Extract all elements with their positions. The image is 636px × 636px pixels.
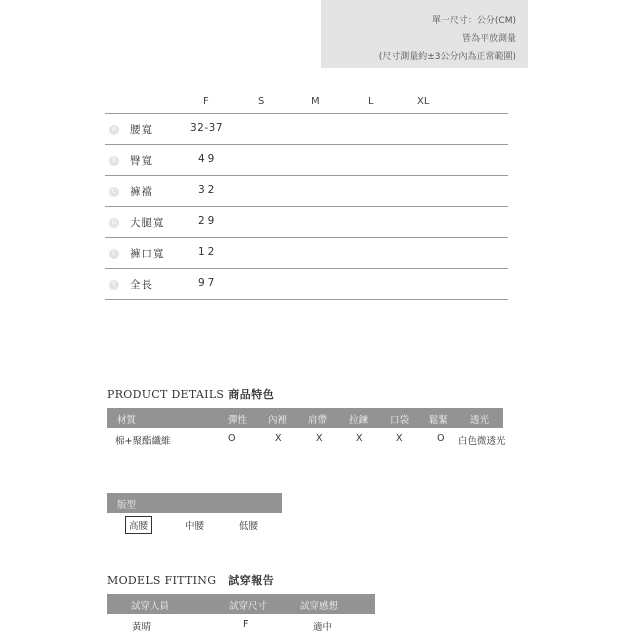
- size-row-value: 32: [198, 184, 218, 196]
- size-row-length: [105, 269, 508, 300]
- size-row-value: 12: [198, 246, 218, 258]
- size-row-value: 29: [198, 215, 218, 227]
- header-fit-feedback: 試穿感想: [300, 601, 339, 612]
- note-unit: 單一尺寸：公分(CM): [431, 16, 516, 26]
- size-row-waist: [105, 114, 508, 145]
- row-letter-badge: A: [109, 125, 119, 135]
- value-fitter: 黃晴: [132, 622, 152, 633]
- value-pockets: X: [396, 433, 403, 444]
- header-lining: 內裡: [268, 415, 288, 426]
- note-tolerance: (尺寸測量約±3公分內為正常範圍): [378, 52, 516, 62]
- fit-option-mid-waist: 中腰: [185, 521, 205, 532]
- product-details-header-bar: [107, 408, 503, 428]
- header-material: 材質: [117, 415, 137, 426]
- value-elasticity: O: [228, 433, 236, 444]
- size-header-xl: XL: [417, 96, 430, 107]
- size-row-leg-opening: [105, 238, 508, 269]
- size-row-hip: [105, 145, 508, 176]
- models-fitting-title-zh: 試穿報告: [228, 574, 275, 587]
- header-fit-size: 試穿尺寸: [229, 601, 268, 612]
- fit-option-low-waist: 低腰: [239, 521, 259, 532]
- size-row-crotch: [105, 176, 508, 207]
- size-header-s: S: [258, 96, 265, 107]
- size-row-value: 49: [198, 153, 218, 165]
- fit-type-header: 版型: [117, 500, 137, 511]
- product-details-title-en: PRODUCT DETAILS: [107, 388, 225, 401]
- header-pockets: 口袋: [390, 415, 410, 426]
- size-row-value: 97: [198, 277, 218, 289]
- size-row-thigh: [105, 207, 508, 238]
- header-fitter: 試穿人員: [131, 601, 170, 612]
- value-fit-feedback: 適中: [313, 622, 333, 633]
- header-sheerness: 透光: [470, 415, 490, 426]
- row-letter-badge: B: [109, 156, 119, 166]
- product-details-title-zh: 商品特色: [228, 388, 275, 401]
- size-header-m: M: [311, 96, 320, 107]
- models-fitting-header-bar: [107, 594, 375, 614]
- row-letter-badge: E: [109, 249, 119, 259]
- size-row-label: 全長: [130, 279, 153, 291]
- size-row-label: 大腿寬: [130, 217, 165, 229]
- value-zipper: X: [356, 433, 363, 444]
- row-letter-badge: C: [109, 187, 119, 197]
- size-row-value: 32-37: [190, 122, 224, 134]
- fit-option-high-waist: 高腰: [125, 516, 152, 534]
- header-straps: 肩帶: [308, 415, 328, 426]
- value-sheerness: 白色微透光: [458, 436, 506, 447]
- size-row-label: 褲口寬: [130, 248, 165, 260]
- size-row-label: 腰寬: [130, 124, 153, 136]
- header-zipper: 拉鍊: [349, 415, 369, 426]
- size-header-l: L: [368, 96, 374, 107]
- fit-type-header-bar: [107, 493, 282, 513]
- note-flat-measure: 皆為平放測量: [461, 34, 516, 44]
- value-lining: X: [275, 433, 282, 444]
- size-header-f: F: [203, 96, 209, 107]
- row-divider: [105, 299, 508, 300]
- row-letter-badge: D: [109, 218, 119, 228]
- measurement-note: [321, 0, 528, 68]
- value-elastic-band: O: [437, 433, 445, 444]
- size-row-label: 臀寬: [130, 155, 153, 167]
- value-fit-size: F: [243, 619, 249, 630]
- models-fitting-title-en: MODELS FITTING: [107, 574, 217, 587]
- value-material: 棉+聚酯纖維: [115, 436, 171, 447]
- product-details-title: [107, 386, 274, 402]
- value-straps: X: [316, 433, 323, 444]
- models-fitting-title: [107, 572, 274, 588]
- size-row-label: 褲襠: [130, 186, 153, 198]
- header-elasticity: 彈性: [228, 415, 248, 426]
- row-letter-badge: F: [109, 280, 119, 290]
- header-elastic-band: 鬆緊: [429, 415, 449, 426]
